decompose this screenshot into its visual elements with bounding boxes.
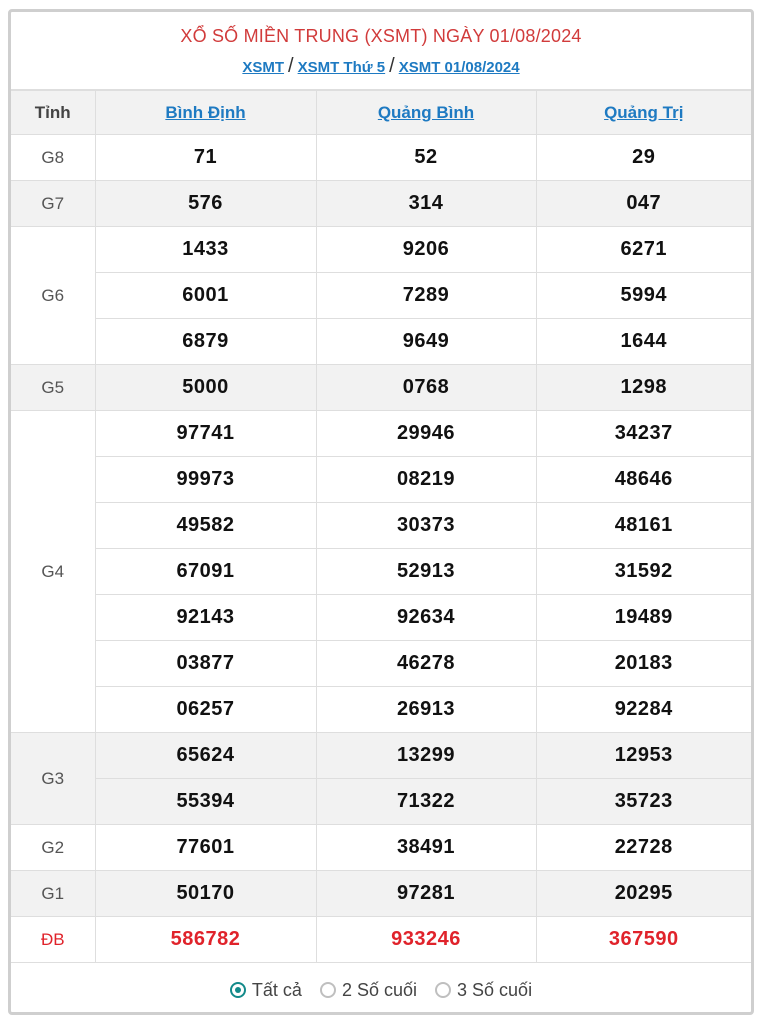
prize-number: 35723 [536, 779, 751, 825]
table-row [11, 227, 751, 273]
prize-number: 6001 [95, 273, 316, 319]
prize-number: 7289 [316, 273, 536, 319]
province-header [536, 91, 751, 135]
prize-number: 46278 [316, 641, 536, 687]
province-link-quang-binh[interactable]: Quảng Bình [377, 102, 475, 122]
filter-option-all[interactable] [230, 980, 302, 1001]
prize-number: 50170 [95, 871, 316, 917]
filter-option-last-2[interactable] [320, 980, 417, 1001]
table-row [11, 181, 751, 227]
prize-number: 97741 [95, 411, 316, 457]
table-row [11, 365, 751, 411]
prize-number: 314 [316, 181, 536, 227]
prize-number: 92143 [95, 595, 316, 641]
prize-label: G1 [11, 871, 95, 917]
prize-number: 71 [95, 135, 316, 181]
table-row [11, 319, 751, 365]
prize-number: 13299 [316, 733, 536, 779]
results-body [11, 135, 751, 963]
breadcrumb-date-link[interactable]: XSMT 01/08/2024 [398, 59, 520, 76]
province-header [95, 91, 316, 135]
table-row [11, 733, 751, 779]
prize-label: G5 [11, 365, 95, 411]
breadcrumb-xsmt-link[interactable]: XSMT [242, 59, 285, 76]
prize-number: 52 [316, 135, 536, 181]
prize-number: 576 [95, 181, 316, 227]
prize-number: 20183 [536, 641, 751, 687]
prize-number: 97281 [316, 871, 536, 917]
table-header-row [11, 91, 751, 135]
prize-number: 5000 [95, 365, 316, 411]
prize-number: 19489 [536, 595, 751, 641]
prize-number: 22728 [536, 825, 751, 871]
prize-number: 92634 [316, 595, 536, 641]
table-row [11, 779, 751, 825]
table-row [11, 687, 751, 733]
prize-number: 38491 [316, 825, 536, 871]
prize-number: 08219 [316, 457, 536, 503]
province-header [316, 91, 536, 135]
prize-label: G6 [11, 227, 95, 365]
prize-number: 65624 [95, 733, 316, 779]
table-row [11, 549, 751, 595]
prize-number: 48161 [536, 503, 751, 549]
prize-number: 92284 [536, 687, 751, 733]
radio-selected-icon[interactable] [230, 982, 246, 998]
prize-number: 26913 [316, 687, 536, 733]
prize-number: 1298 [536, 365, 751, 411]
prize-number: 20295 [536, 871, 751, 917]
prize-label: G4 [11, 411, 95, 733]
prize-number: 30373 [316, 503, 536, 549]
special-prize-number: 586782 [95, 917, 316, 963]
table-row [11, 503, 751, 549]
page-title: XỔ SỐ MIỀN TRUNG (XSMT) NGÀY 01/08/2024 [180, 26, 582, 46]
radio-icon[interactable] [320, 982, 336, 998]
prize-label: ĐB [11, 917, 95, 963]
prize-number: 5994 [536, 273, 751, 319]
digit-filter-group [11, 963, 751, 1017]
prize-number: 29946 [316, 411, 536, 457]
table-row [11, 273, 751, 319]
table-row [11, 641, 751, 687]
prize-number: 29 [536, 135, 751, 181]
breadcrumb-separator: / [288, 55, 294, 77]
results-table [11, 90, 751, 963]
prize-number: 55394 [95, 779, 316, 825]
prize-number: 34237 [536, 411, 751, 457]
filter-option-label: 2 Số cuối [341, 979, 418, 1000]
results-panel [8, 9, 754, 1015]
table-row [11, 135, 751, 181]
province-link-binh-dinh[interactable]: Bình Định [165, 102, 246, 122]
province-column-label: Tỉnh [11, 91, 95, 135]
prize-number: 31592 [536, 549, 751, 595]
table-row [11, 825, 751, 871]
table-row [11, 871, 751, 917]
results-header [11, 12, 751, 90]
province-link-quang-tri[interactable]: Quảng Trị [604, 102, 684, 122]
prize-number: 77601 [95, 825, 316, 871]
prize-number: 047 [536, 181, 751, 227]
table-row [11, 411, 751, 457]
prize-number: 0768 [316, 365, 536, 411]
table-row [11, 457, 751, 503]
breadcrumb-weekday-link[interactable]: XSMT Thứ 5 [297, 59, 386, 76]
prize-label: G2 [11, 825, 95, 871]
prize-number: 71322 [316, 779, 536, 825]
filter-option-label: Tất cả [251, 979, 302, 1000]
prize-number: 6879 [95, 319, 316, 365]
prize-number: 99973 [95, 457, 316, 503]
prize-number: 9649 [316, 319, 536, 365]
prize-number: 9206 [316, 227, 536, 273]
table-row [11, 917, 751, 963]
prize-label: G3 [11, 733, 95, 825]
breadcrumb [11, 56, 751, 78]
prize-number: 1644 [536, 319, 751, 365]
prize-number: 52913 [316, 549, 536, 595]
special-prize-number: 367590 [536, 917, 751, 963]
radio-icon[interactable] [435, 982, 451, 998]
prize-number: 67091 [95, 549, 316, 595]
prize-number: 6271 [536, 227, 751, 273]
special-prize-number: 933246 [316, 917, 536, 963]
filter-option-label: 3 Số cuối [457, 979, 533, 1000]
prize-number: 1433 [95, 227, 316, 273]
prize-label: G8 [11, 135, 95, 181]
table-row [11, 595, 751, 641]
prize-number: 03877 [95, 641, 316, 687]
filter-option-last-3[interactable] [435, 980, 532, 1001]
prize-number: 06257 [95, 687, 316, 733]
prize-number: 48646 [536, 457, 751, 503]
prize-number: 49582 [95, 503, 316, 549]
prize-label: G7 [11, 181, 95, 227]
prize-number: 12953 [536, 733, 751, 779]
breadcrumb-separator: / [389, 55, 395, 77]
